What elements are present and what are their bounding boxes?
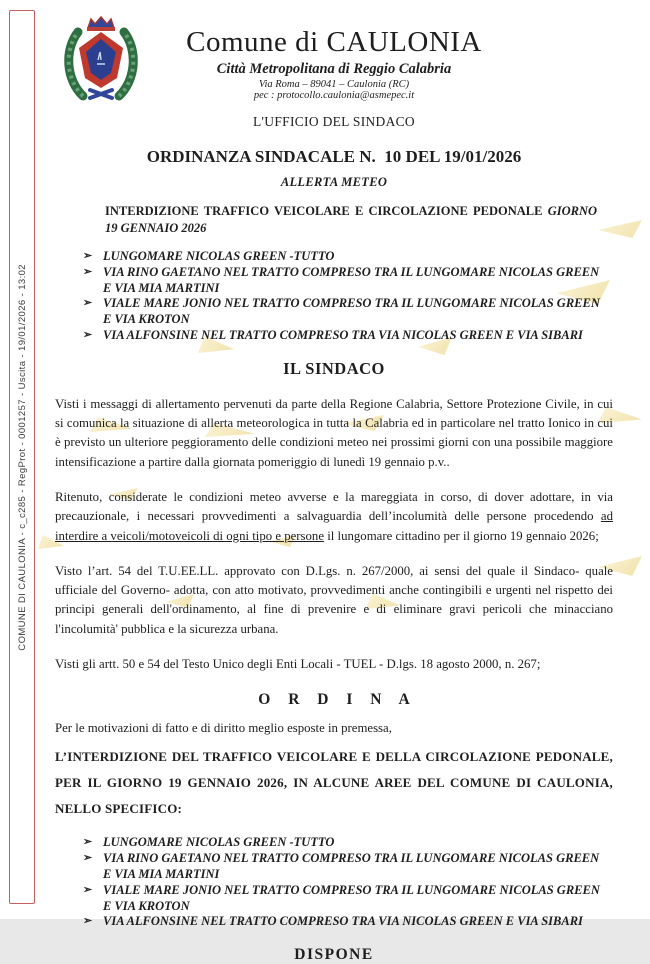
street-name: VIA RINO GAETANO NEL TRATTO COMPRESO TRA IL LUNGOMARE NICOLAS GREEN E VIA MIA MARTINI: [103, 264, 600, 295]
paragraph-premessa: Per le motivazioni di fatto e di diritto meglio esposte in premessa,: [55, 721, 392, 736]
street-name: VIA RINO GAETANO NEL TRATTO COMPRESO TRA IL LUNGOMARE NICOLAS GREEN E VIA MIA MARTINI: [103, 851, 600, 881]
arrow-bullet-icon: ➢: [83, 297, 93, 310]
ordinance-subject-main: INTERDIZIONE TRAFFICO VEICOLARE E CIRCOLAZIONE PEDONALE: [105, 204, 548, 218]
arrow-bullet-icon: ➢: [83, 265, 93, 278]
municipality-subtitle: Città Metropolitana di Reggio Calabria: [216, 61, 452, 77]
list-item: [85, 265, 608, 297]
list-item: [85, 249, 608, 265]
sindaco-heading: IL SINDACO: [283, 358, 385, 378]
office-line: L'UFFICIO DEL SINDACO: [253, 114, 415, 129]
ritenuto-underlined-text: ad interdire a veicoli/motoveicoli di ogni tipo e persone: [55, 509, 613, 543]
street-name: LUNGOMARE NICOLAS GREEN -TUTTO: [103, 835, 335, 850]
arrow-bullet-icon: ➢: [83, 883, 93, 896]
paragraph-visti-artt: Visti gli artt. 50 e 54 del Testo Unico degli Enti Locali - TUEL - D.lgs. 18 agosto 2000, n. 267;: [55, 657, 541, 672]
municipality-address: Via Roma – 89041 – Caulonia (RC): [258, 79, 410, 90]
arrow-bullet-icon: ➢: [83, 328, 93, 341]
street-name: VIA ALFONSINE NEL TRATTO COMPRESO TRA VIA NICOLAS GREEN E VIA SIBARI: [103, 914, 583, 929]
protocol-stamp: [9, 10, 35, 904]
ritenuto-text: Ritenuto, considerate le condizioni meteo avverse e la mareggiata in corso, di dover adottare, in via precauzionale, i necessari provvedimenti a salvaguardia dell’incolumità delle persone procedendo: [55, 489, 613, 524]
ordina-heading: O R D I N A: [258, 691, 417, 709]
paragraph-ritenuto: [55, 488, 613, 546]
street-name: VIA ALFONSINE NEL TRATTO COMPRESO TRA VIA NICOLAS GREEN E VIA SIBARI: [103, 327, 583, 342]
street-list-dispositive: [55, 835, 613, 930]
street-name: LUNGOMARE NICOLAS GREEN -TUTTO: [103, 249, 335, 263]
street-name: VIALE MARE JONIO NEL TRATTO COMPRESO TRA IL LUNGOMARE NICOLAS GREEN E VIA KROTON: [103, 296, 600, 327]
arrow-bullet-icon: ➢: [83, 852, 93, 865]
weather-alert-label: ALLERTA METEO: [280, 175, 388, 189]
list-item: [85, 851, 608, 883]
street-list-premise: [55, 249, 613, 344]
ordinance-subject-date: GIORNO 19 GENNAIO 2026: [105, 204, 597, 235]
arrow-bullet-icon: ➢: [83, 836, 93, 849]
municipality-pec: pec : protocollo.caulonia@asmepec.it: [253, 90, 415, 101]
list-item: [85, 835, 608, 851]
paragraph-visto-art54: Visto l’art. 54 del T.U.EE.LL. approvato con D.Lgs. n. 267/2000, ai sensi del quale il Sindaco- quale ufficiale del Governo- adotta, con atto motivato, provvedimenti anche contingibili e urgenti nel rispetto dei principi generali dell'ordinamento, al fine di prevenire e di eliminare gravi pericoli che minacciano l'incolumità' pubblica e la sicurezza urbana.: [55, 563, 613, 636]
ritenuto-text-end: il lungomare cittadino per il giorno 19 gennaio 2026;: [324, 528, 599, 543]
protocol-stamp-text: COMUNE DI CAULONIA - c_c285 - RegProt - 0001257 - Uscita - 19/01/2026 - 13:02: [16, 263, 28, 651]
municipality-title: Comune di CAULONIA: [186, 26, 482, 58]
list-item: [85, 914, 608, 930]
document-content: [55, 0, 613, 964]
street-name: VIALE MARE JONIO NEL TRATTO COMPRESO TRA IL LUNGOMARE NICOLAS GREEN E VIA KROTON: [103, 882, 600, 913]
paragraph-interdizione: L’INTERDIZIONE DEL TRAFFICO VEICOLARE E DELLA CIRCOLAZIONE PEDONALE, PER IL GIORNO 19 GENNAIO 2026, IN ALCUNE AREE DEL COMUNE DI CAULONIA, NELLO SPECIFICO:: [55, 749, 613, 817]
list-item: [85, 296, 608, 328]
arrow-bullet-icon: ➢: [83, 250, 93, 262]
ordinance-title: ORDINANZA SINDACALE N. 10 DEL 19/01/2026: [146, 147, 522, 166]
list-item: [85, 883, 608, 915]
dispone-heading: DISPONE: [294, 946, 374, 964]
list-item: [85, 328, 608, 344]
arrow-bullet-icon: ➢: [83, 915, 93, 928]
paragraph-visti-messaggi: Visti i messaggi di allertamento pervenuti da parte della Regione Calabria, Settore Protezione Civile, in cui si comunica la situazione di allerta meteorologica in tutta la Calabria ed in particolare nel tratto Ionico in cui è previsto un ulteriore peggioramento delle condizioni meteo nei prossimi giorni con una possibile maggiore intensificazione a partire dalla giornata pomeriggio di lunedì 19 gennaio p.v..: [55, 396, 613, 469]
ordinance-subject: [105, 203, 597, 236]
